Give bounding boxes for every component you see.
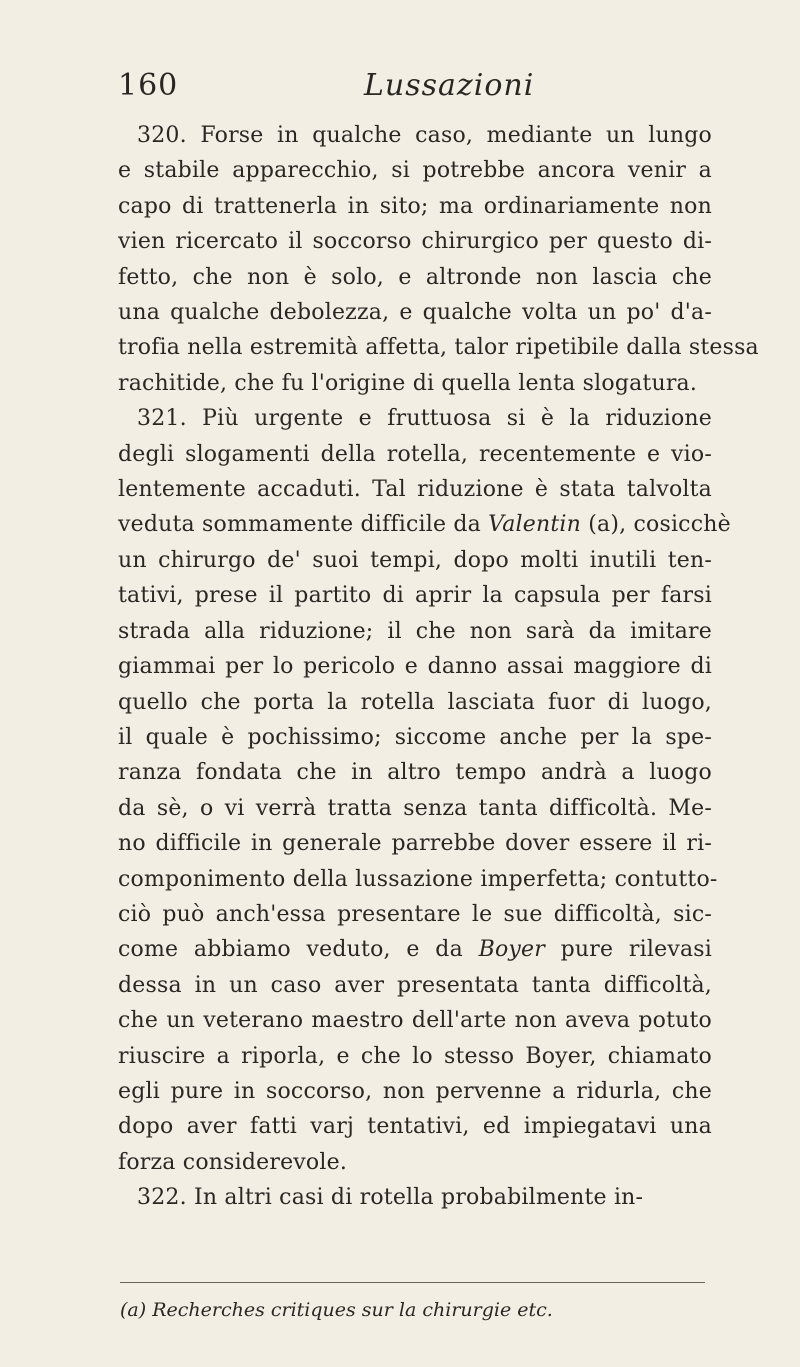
- text-line: 321. Più urgente e fruttuosa si è la riduzione: [137, 406, 712, 432]
- body-text: [118, 118, 759, 1216]
- text-line: [118, 932, 712, 967]
- text-segment: pure rilevasi: [544, 937, 712, 963]
- text-line: egli pure in soccorso, non pervenne a ridurla, che: [118, 1078, 712, 1104]
- text-line: trofia nella estremità affetta, talor ripetibile dalla stessa: [118, 335, 759, 361]
- text-line: dessa in un caso aver presentata tanta difficoltà,: [118, 972, 712, 998]
- text-line: che un veterano maestro dell'arte non aveva potuto: [118, 1008, 712, 1034]
- text-line: vien ricercato il soccorso chirurgico per questo di-: [118, 229, 712, 255]
- page-number: 160: [118, 68, 179, 103]
- text-line: ciò può anch'essa presentare le sue difficoltà, sic-: [118, 901, 712, 927]
- text-segment: (a), cosicchè: [581, 512, 731, 538]
- page-header: [118, 68, 688, 108]
- text-line: no difficile in generale parrebbe dover essere il ri-: [118, 831, 712, 857]
- italic-name: Valentin: [488, 512, 582, 538]
- text-line: componimento della lussazione imperfetta; contutto-: [118, 866, 718, 892]
- text-line: strada alla riduzione; il che non sarà da imitare: [118, 618, 712, 644]
- text-line: quello che porta la rotella lasciata fuor di luogo,: [118, 689, 712, 715]
- text-line: ranza fondata che in altro tempo andrà a luogo: [118, 760, 712, 786]
- running-title: Lussazioni: [364, 68, 535, 103]
- italic-name: Boyer: [478, 937, 545, 963]
- text-line: rachitide, che fu l'origine di quella lenta slogatura.: [118, 370, 698, 396]
- text-line: una qualche debolezza, e qualche volta un po' d'a-: [118, 300, 712, 326]
- text-line: lentemente accaduti. Tal riduzione è stata talvolta: [118, 477, 712, 503]
- text-line: giammai per lo pericolo e danno assai maggiore di: [118, 654, 712, 680]
- text-segment: come abbiamo veduto, e da: [118, 937, 479, 963]
- text-line: [118, 507, 731, 542]
- text-line: degli slogamenti della rotella, recentemente e vio-: [118, 441, 712, 467]
- text-line: da sè, o vi verrà tratta senza tanta difficoltà. Me-: [118, 795, 712, 821]
- text-line: 320. Forse in qualche caso, mediante un lungo: [137, 123, 712, 148]
- text-line: riuscire a riporla, e che lo stesso Boyer, chiamato: [118, 1043, 712, 1069]
- footnote-rule: [120, 1282, 705, 1283]
- text-line: 322. In altri casi di rotella probabilmente in-: [137, 1185, 644, 1211]
- text-line: il quale è pochissimo; siccome anche per la spe-: [118, 724, 712, 750]
- text-line: dopo aver fatti varj tentativi, ed impiegatavi una: [118, 1114, 712, 1140]
- text-line: fetto, che non è solo, e altronde non lascia che: [118, 264, 712, 290]
- text-line: un chirurgo de' suoi tempi, dopo molti inutili ten-: [118, 547, 712, 573]
- text-line: tativi, prese il partito di aprir la capsula per farsi: [118, 583, 712, 609]
- text-line: e stabile apparecchio, si potrebbe ancora venir a: [118, 158, 712, 184]
- text-line: forza considerevole.: [118, 1149, 348, 1175]
- text-segment: veduta sommamente difficile da: [118, 512, 489, 538]
- text-line: capo di trattenerla in sito; ma ordinariamente non: [118, 193, 712, 219]
- footnote: (a) Recherches critiques sur la chirurgie etc.: [120, 1299, 553, 1321]
